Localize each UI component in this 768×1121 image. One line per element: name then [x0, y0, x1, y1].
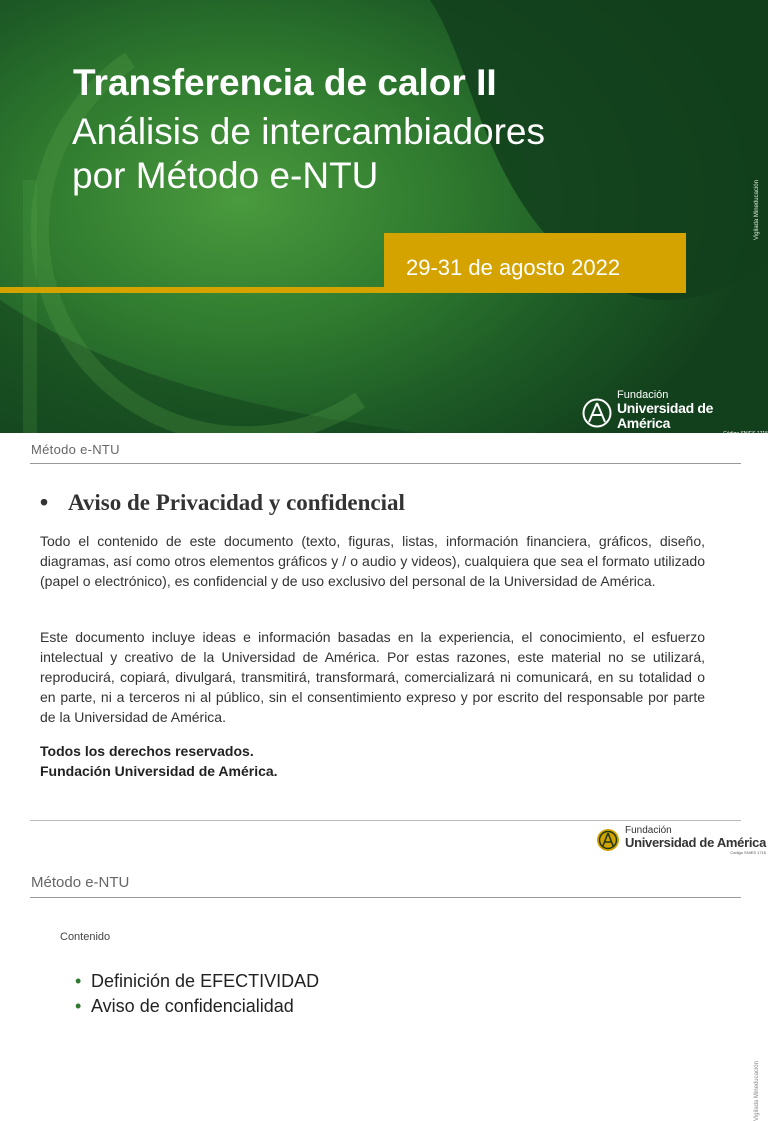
privacy-heading-text: Aviso de Privacidad y confidencial [68, 490, 405, 515]
gold-accent-line [0, 287, 384, 293]
list-item [75, 994, 319, 1019]
slide-header: Método e-NTU [31, 874, 130, 891]
subtitle-line-2: por Método e-NTU [72, 155, 379, 196]
logo-code-text: Código SNIES 1715 [730, 850, 767, 855]
date-banner [384, 233, 686, 293]
university-emblem-icon [596, 828, 620, 852]
subtitle-line-1: Análisis de intercambiadores [72, 111, 546, 152]
date-text: 29-31 de agosto 2022 [406, 255, 621, 280]
vigilada-note-2: Vigilada Mineducación [754, 1061, 760, 1121]
header-divider [30, 897, 741, 898]
rights-line-1: Todos los derechos reservados. [40, 743, 254, 759]
heading-bullet: • [40, 489, 49, 515]
presentation-subtitle [72, 110, 672, 198]
rights-block [40, 741, 278, 781]
university-emblem-icon [582, 398, 612, 428]
logo-name-text: Universidad de América [617, 400, 714, 431]
university-logo [582, 389, 768, 437]
contents-list [75, 969, 319, 1019]
list-item [75, 969, 319, 994]
bullet-icon: • [75, 996, 82, 1016]
header-divider [30, 463, 741, 464]
title-slide [0, 0, 768, 433]
contents-label: Contenido [60, 931, 111, 943]
list-item-text: Aviso de confidencialidad [91, 996, 294, 1016]
privacy-paragraph-2: Este documento incluye ideas e información basadas en la experiencia, el conocimiento, el esfuerzo intelectual y creativo de la Universidad de América. Por estas razones, este material no se utilizará, reproducirá, copiará, divulgará, transmitirá, transformará, comercializará ni comunicará, en su totalidad o en parte, ni a terceros ni al público, sin el consentimiento expreso y por escrito del responsable por parte de la Universidad de América. [40, 629, 705, 725]
university-logo-small [596, 825, 766, 855]
logo-name-text: Universidad de América [625, 835, 767, 850]
logo-foundation-text: Fundación [617, 389, 669, 401]
rights-line-2: Fundación Universidad de América. [40, 763, 278, 779]
list-item-text: Definición de EFECTIVIDAD [91, 971, 320, 991]
vigilada-note: Vigilada Mineducación [754, 180, 760, 240]
presentation-title: Transferencia de calor II [73, 62, 497, 103]
privacy-paragraph-1: Todo el contenido de este documento (texto, figuras, listas, información financiera, gráficos, diseño, diagramas, así como otros elementos gráficos y / o audio y videos), cualquiera que sea el formato utilizado (papel o electrónico), es confidencial y de uso exclusivo del personal de la Universidad de América. [40, 533, 705, 589]
slide-header: Método e-NTU [31, 442, 120, 457]
logo-foundation-text: Fundación [625, 825, 672, 836]
privacy-heading [40, 489, 405, 516]
contents-slide [0, 821, 768, 1024]
bullet-icon: • [75, 971, 82, 991]
